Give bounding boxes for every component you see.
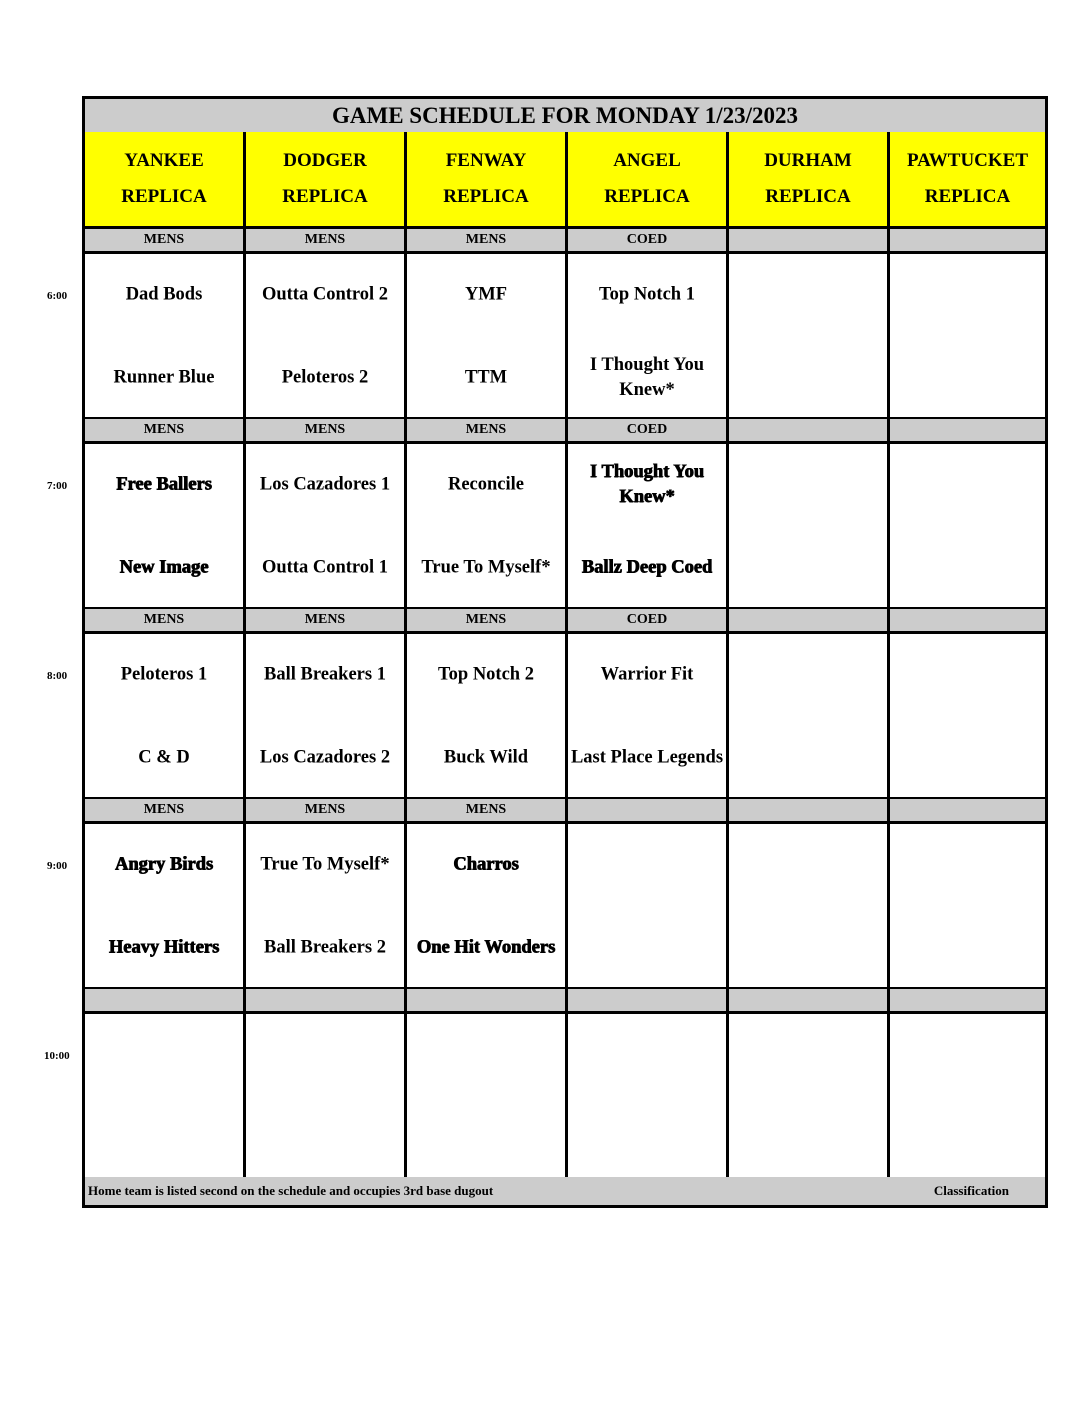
away-team: Peloteros 1 bbox=[120, 664, 208, 685]
game-cell bbox=[246, 1014, 407, 1177]
game-cell bbox=[246, 254, 407, 417]
classification-cell bbox=[568, 799, 729, 821]
classification-cell: COED bbox=[568, 229, 729, 251]
game-cell bbox=[890, 1014, 1045, 1177]
classification-cell: MENS bbox=[407, 609, 568, 631]
classification-row bbox=[85, 609, 1045, 634]
game-cell bbox=[890, 824, 1045, 987]
game-cell bbox=[568, 254, 729, 417]
away-team: Dad Bods bbox=[125, 284, 203, 305]
game-cell bbox=[407, 444, 568, 607]
game-cell bbox=[729, 254, 890, 417]
field-type: REPLICA bbox=[924, 186, 1011, 207]
game-cell bbox=[85, 254, 246, 417]
away-team: Top Notch 1 bbox=[599, 284, 695, 305]
field-name: PAWTUCKET bbox=[906, 150, 1029, 171]
classification-cell: MENS bbox=[246, 609, 407, 631]
field-name: YANKEE bbox=[124, 150, 204, 171]
game-cell bbox=[246, 444, 407, 607]
home-team: Peloteros 2 bbox=[281, 367, 369, 388]
home-team: Runner Blue bbox=[113, 367, 215, 388]
classification-cell: MENS bbox=[85, 799, 246, 821]
classification-cell: MENS bbox=[85, 609, 246, 631]
away-team: Angry Birds bbox=[114, 854, 214, 875]
classification-label: Classification bbox=[933, 1183, 1009, 1198]
time-label: 10:00 bbox=[44, 1050, 70, 1062]
game-cell bbox=[890, 444, 1045, 607]
classification-cell bbox=[890, 989, 1045, 1011]
classification-row bbox=[85, 419, 1045, 444]
classification-cell: COED bbox=[568, 609, 729, 631]
classification-cell bbox=[407, 989, 568, 1011]
game-cell bbox=[407, 254, 568, 417]
classification-row bbox=[85, 799, 1045, 824]
game-cell bbox=[729, 1014, 890, 1177]
game-cell bbox=[85, 1014, 246, 1177]
field-type: REPLICA bbox=[765, 186, 851, 207]
classification-cell: MENS bbox=[407, 229, 568, 251]
game-cell bbox=[85, 634, 246, 797]
classification-cell: MENS bbox=[246, 799, 407, 821]
away-team: YMF bbox=[464, 284, 508, 305]
classification-cell: MENS bbox=[246, 419, 407, 441]
home-team: True To Myself* bbox=[421, 557, 551, 578]
away-team: Free Ballers bbox=[116, 474, 212, 495]
field-type: REPLICA bbox=[604, 186, 690, 207]
page-title: GAME SCHEDULE FOR MONDAY 1/23/2023 bbox=[332, 102, 798, 128]
home-team: Outta Control 1 bbox=[261, 557, 389, 578]
field-type: REPLICA bbox=[282, 186, 368, 207]
time-label: 7:00 bbox=[47, 480, 68, 492]
field-type: REPLICA bbox=[121, 186, 207, 207]
classification-cell bbox=[568, 989, 729, 1011]
game-cell bbox=[85, 824, 246, 987]
classification-cell bbox=[729, 229, 890, 251]
away-team: Warrior Fit bbox=[600, 664, 694, 685]
classification-cell: MENS bbox=[407, 799, 568, 821]
game-cell bbox=[407, 1014, 568, 1177]
game-cell bbox=[246, 634, 407, 797]
classification-row bbox=[85, 229, 1045, 254]
classification-cell: MENS bbox=[85, 229, 246, 251]
away-team: Los Cazadores 1 bbox=[259, 474, 391, 495]
away-team: Outta Control 2 bbox=[261, 284, 389, 305]
home-team: Buck Wild bbox=[443, 747, 529, 768]
game-cell bbox=[568, 634, 729, 797]
title-bar bbox=[85, 99, 1045, 135]
game-row bbox=[85, 254, 1045, 420]
game-cell bbox=[729, 444, 890, 607]
field-name: DODGER bbox=[283, 150, 367, 171]
footer-note: Home team is listed second on the schedule and occupies 3rd base dugout bbox=[88, 1183, 494, 1198]
time-label: 6:00 bbox=[47, 290, 68, 302]
field-header-dodger bbox=[246, 132, 407, 226]
field-header-row bbox=[85, 132, 1045, 229]
field-type: REPLICA bbox=[443, 186, 529, 207]
home-team: TTM bbox=[464, 367, 508, 388]
home-team: Heavy Hitters bbox=[108, 937, 220, 958]
game-row bbox=[85, 634, 1045, 800]
time-label: 8:00 bbox=[47, 670, 68, 682]
home-team: Last Place Legends bbox=[570, 747, 724, 768]
classification-cell bbox=[246, 989, 407, 1011]
field-header-durham bbox=[729, 132, 890, 226]
classification-cell bbox=[729, 609, 890, 631]
classification-row bbox=[85, 989, 1045, 1014]
classification-cell: COED bbox=[568, 419, 729, 441]
footer-bar bbox=[85, 1177, 1045, 1205]
game-row bbox=[85, 824, 1045, 990]
home-team: C & D bbox=[138, 747, 190, 768]
field-header-angel bbox=[568, 132, 729, 226]
field-header-fenway bbox=[407, 132, 568, 226]
game-cell bbox=[246, 824, 407, 987]
game-row bbox=[85, 444, 1045, 610]
away-team: Top Notch 2 bbox=[438, 664, 534, 685]
home-team: One Hit Wonders bbox=[416, 937, 556, 958]
classification-cell bbox=[85, 989, 246, 1011]
away-team: I Thought You Knew* bbox=[589, 462, 705, 507]
game-cell bbox=[85, 444, 246, 607]
classification-cell: MENS bbox=[85, 419, 246, 441]
classification-cell bbox=[890, 799, 1045, 821]
field-name: ANGEL bbox=[613, 150, 681, 171]
classification-cell bbox=[729, 799, 890, 821]
classification-cell bbox=[890, 419, 1045, 441]
field-name: DURHAM bbox=[764, 150, 852, 171]
game-cell bbox=[890, 254, 1045, 417]
home-team: Los Cazadores 2 bbox=[259, 747, 391, 768]
away-team: Charros bbox=[453, 854, 519, 875]
game-cell bbox=[729, 634, 890, 797]
home-team: Ball Breakers 2 bbox=[264, 937, 386, 958]
home-team: I Thought You Knew* bbox=[589, 355, 705, 400]
classification-cell: MENS bbox=[246, 229, 407, 251]
schedule-sheet bbox=[82, 96, 1048, 1208]
game-cell bbox=[407, 824, 568, 987]
classification-cell bbox=[890, 229, 1045, 251]
game-cell bbox=[568, 444, 729, 607]
home-team: New Image bbox=[119, 557, 209, 578]
game-cell bbox=[407, 634, 568, 797]
game-row bbox=[85, 1014, 1045, 1180]
away-team: True To Myself* bbox=[260, 854, 390, 875]
away-team: Ball Breakers 1 bbox=[264, 664, 386, 685]
game-cell bbox=[568, 824, 729, 987]
home-team: Ballz Deep Coed bbox=[581, 557, 713, 578]
game-cell bbox=[729, 824, 890, 987]
field-header-pawtucket bbox=[890, 132, 1045, 226]
classification-cell bbox=[729, 419, 890, 441]
classification-cell bbox=[729, 989, 890, 1011]
away-team: Reconcile bbox=[447, 474, 525, 495]
classification-cell: MENS bbox=[407, 419, 568, 441]
classification-cell bbox=[890, 609, 1045, 631]
field-header-yankee bbox=[85, 132, 246, 226]
time-label: 9:00 bbox=[47, 860, 68, 872]
field-name: FENWAY bbox=[445, 150, 527, 171]
game-cell bbox=[568, 1014, 729, 1177]
game-cell bbox=[890, 634, 1045, 797]
